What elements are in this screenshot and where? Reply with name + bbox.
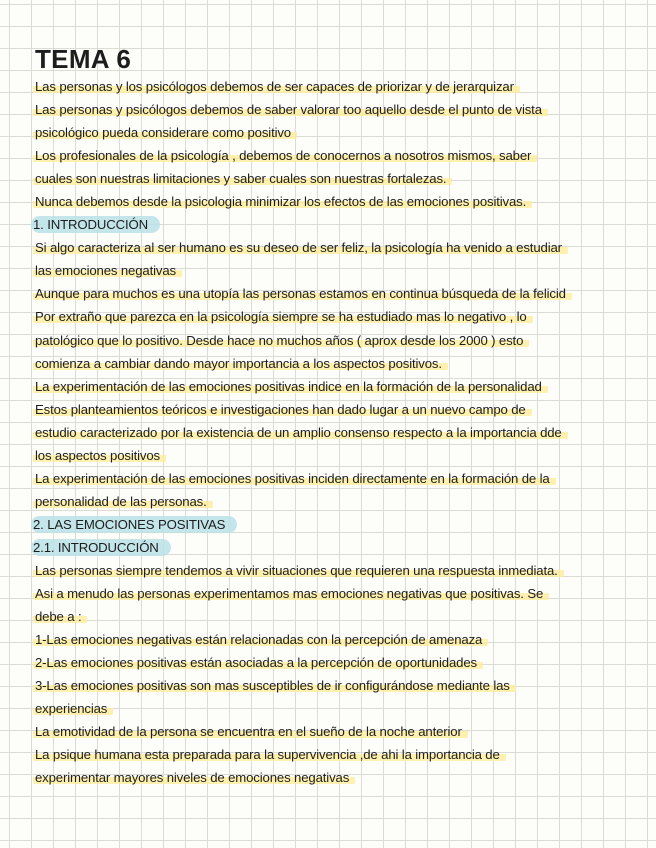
text-line	[35, 490, 635, 513]
highlighted-text: debe a :	[33, 609, 87, 624]
highlighted-text: 3-Las emociones positivas son mas susceptibles de ir configurándose mediante las	[33, 678, 516, 693]
text-line	[35, 766, 635, 789]
highlighted-text: La emotividad de la persona se encuentra en el sueño de la noche anterior	[33, 724, 468, 739]
highlighted-text: Los profesionales de la psicología , debemos de conocernos a nosotros mismos, saber	[33, 148, 537, 163]
highlighted-text: Las personas siempre tendemos a vivir situaciones que requieren una respuesta inmediata.	[33, 563, 564, 578]
text-line	[35, 398, 635, 421]
list-item	[35, 651, 635, 674]
list-item	[35, 674, 635, 697]
highlighted-text: estudio caracterizado por la existencia de un amplio consenso respecto a la importancia dde	[33, 425, 568, 440]
highlighted-text: Las personas y psicólogos debemos de saber valorar too aquello desde el punto de vista	[33, 102, 548, 117]
text-line	[35, 98, 635, 121]
text-line	[35, 121, 635, 144]
text-line	[35, 329, 635, 352]
text-line	[35, 167, 635, 190]
section-heading-text: 2.1. INTRODUCCIÓN	[31, 539, 171, 556]
section-heading-text: 2. LAS EMOCIONES POSITIVAS	[31, 516, 237, 533]
text-line	[35, 444, 635, 467]
text-line	[35, 582, 635, 605]
text-line	[35, 467, 635, 490]
text-line	[35, 305, 635, 328]
highlighted-text: Por extraño que parezca en la psicología siempre se ha estudiado mas lo negativo , lo	[33, 309, 533, 324]
subsection-heading-introduccion	[35, 536, 635, 559]
highlighted-text: Asi a menudo las personas experimentamos mas emociones negativas que positivas. Se	[33, 586, 549, 601]
text-line	[35, 259, 635, 282]
highlighted-text: los aspectos positivos	[33, 448, 166, 463]
text-line	[35, 421, 635, 444]
text-line	[35, 697, 635, 720]
highlighted-text: La experimentación de las emociones positivas inciden directamente en la formación de la	[33, 471, 556, 486]
list-item	[35, 628, 635, 651]
section-heading-emociones-positivas	[35, 513, 635, 536]
highlighted-text: las emociones negativas	[33, 263, 182, 278]
page-title: TEMA 6	[35, 44, 132, 74]
text-line	[35, 352, 635, 375]
highlighted-text: Las personas y los psicólogos debemos de ser capaces de priorizar y de jerarquizar	[33, 79, 520, 94]
text-line	[35, 375, 635, 398]
text-line	[35, 144, 635, 167]
text-line	[35, 282, 635, 305]
highlighted-text: La experimentación de las emociones positivas indice en la formación de la personalidad	[33, 379, 548, 394]
text-line	[35, 236, 635, 259]
section-heading-introduccion	[35, 213, 635, 236]
highlighted-text: psicológico pueda considerare como positivo	[33, 125, 297, 140]
text-line	[35, 720, 635, 743]
highlighted-text: Si algo caracteriza al ser humano es su deseo de ser feliz, la psicología ha venido a estudiar	[33, 240, 568, 255]
note-page	[35, 44, 635, 789]
highlighted-text: La psique humana esta preparada para la supervivencia ,de ahi la importancia de	[33, 747, 506, 762]
highlighted-text: experimentar mayores niveles de emociones negativas	[33, 770, 355, 785]
highlighted-text: Nunca debemos desde la psicologia minimizar los efectos de las emociones positivas.	[33, 194, 532, 209]
highlighted-text: comienza a cambiar dando mayor importancia a los aspectos positivos.	[33, 356, 448, 371]
highlighted-text: Aunque para muchos es una utopía las personas estamos en continua búsqueda de la felicid	[33, 286, 572, 301]
highlighted-text: experiencias	[33, 701, 113, 716]
highlighted-text: Estos planteamientos teóricos e investigaciones han dado lugar a un nuevo campo de	[33, 402, 532, 417]
text-line	[35, 743, 635, 766]
text-line	[35, 559, 635, 582]
text-line	[35, 605, 635, 628]
section-heading-text: 1. INTRODUCCIÓN	[31, 216, 160, 233]
highlighted-text: 1-Las emociones negativas están relacionadas con la percepción de amenaza	[33, 632, 488, 647]
highlighted-text: personalidad de las personas.	[33, 494, 213, 509]
highlighted-text: 2-Las emociones positivas están asociadas a la percepción de oportunidades	[33, 655, 483, 670]
highlighted-text: cuales son nuestras limitaciones y saber cuales son nuestras fortalezas.	[33, 171, 452, 186]
highlighted-text: patológico que lo positivo. Desde hace no muchos años ( aprox desde los 2000 ) esto	[33, 333, 529, 348]
text-line	[35, 190, 635, 213]
text-line	[35, 75, 635, 98]
